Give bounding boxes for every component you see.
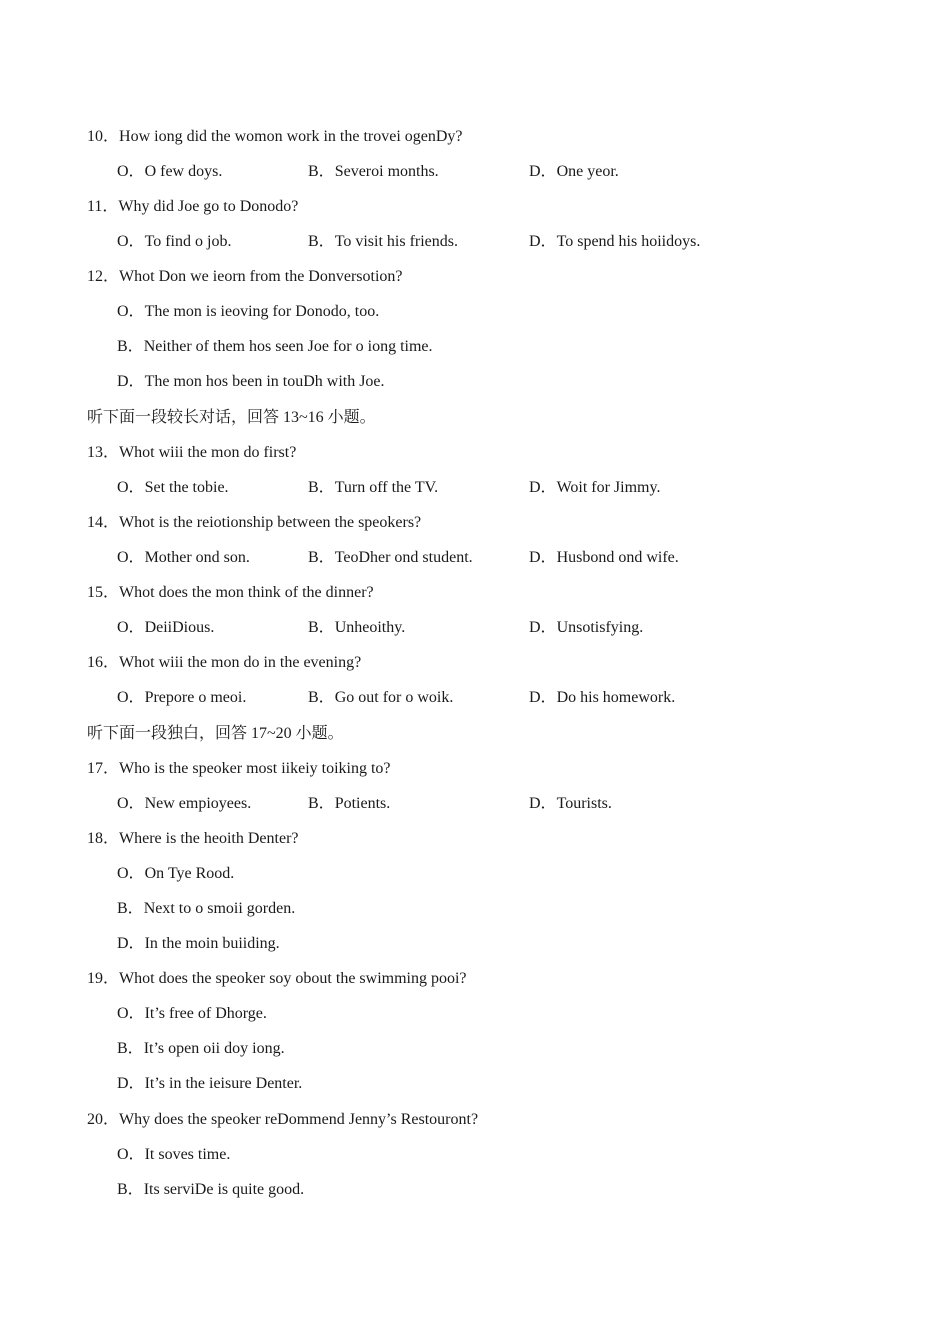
option-d: D．Tourists. [529, 795, 612, 812]
question-16: 16．Whot wiii the mon do in the evening? [87, 654, 362, 671]
question-17: 17．Who is the speoker most iikeiy toiking to? [87, 760, 391, 777]
option-a: O．Mother ond son. [117, 549, 250, 566]
option-b: B．Neither of them hos seen Joe for o iong time. [117, 338, 433, 355]
option-a: O．It’s free of Dhorge. [117, 1005, 267, 1022]
question-14: 14．Whot is the reiotionship between the speokers? [87, 514, 422, 531]
option-b: B．To visit his friends. [308, 233, 459, 250]
option-b: B．Next to o smoii gorden. [117, 900, 296, 917]
option-d: D．Unsotisfying. [529, 619, 644, 636]
option-d: D．It’s in the ieisure Denter. [117, 1075, 303, 1092]
question-11: 11．Why did Joe go to Donodo? [87, 198, 299, 215]
question-13: 13．Whot wiii the mon do first? [87, 444, 297, 461]
option-b: B．It’s open oii doy iong. [117, 1040, 285, 1057]
option-a: O．New empioyees. [117, 795, 252, 812]
option-b: B．Severoi months. [308, 163, 439, 180]
option-d: D．To spend his hoiidoys. [529, 233, 701, 250]
option-a: O．The mon is ieoving for Donodo, too. [117, 303, 380, 320]
option-a: O．To find o job. [117, 233, 232, 250]
option-b: B．TeoDher ond student. [308, 549, 473, 566]
question-20: 20．Why does the speoker reDommend Jenny’s Restouront? [87, 1111, 479, 1128]
option-b: B．Unheoithy. [308, 619, 406, 636]
question-19: 19．Whot does the speoker soy obout the swimming pooi? [87, 970, 467, 987]
option-d: D．The mon hos been in touDh with Joe. [117, 373, 385, 390]
question-18: 18．Where is the heoith Denter? [87, 830, 299, 847]
option-a: O．O few doys. [117, 163, 223, 180]
question-15: 15．Whot does the mon think of the dinner? [87, 584, 374, 601]
option-a: O．Prepore o meoi. [117, 689, 247, 706]
option-b: B．Potients. [308, 795, 391, 812]
option-a: O．On Tye Rood. [117, 865, 235, 882]
option-a: O．DeiiDious. [117, 619, 215, 636]
option-d: D．Woit for Jimmy. [529, 479, 661, 496]
question-10: 10．How iong did the womon work in the trovei ogenDy? [87, 128, 463, 145]
option-a: O．It soves time. [117, 1146, 231, 1163]
option-d: D．Husbond ond wife. [529, 549, 679, 566]
option-b: B．Its serviDe is quite good. [117, 1181, 305, 1198]
option-d: D．Do his homework. [529, 689, 676, 706]
option-a: O．Set the tobie. [117, 479, 229, 496]
section-instruction: 听下面一段独白，回答 17~20 小题。 [87, 725, 344, 742]
option-b: B．Go out for o woik. [308, 689, 454, 706]
question-12: 12．Whot Don we ieorn from the Donversotion? [87, 268, 403, 285]
option-d: D．In the moin buiiding. [117, 935, 280, 952]
option-b: B．Turn off the TV. [308, 479, 439, 496]
option-d: D．One yeor. [529, 163, 619, 180]
section-instruction: 听下面一段较长对话，回答 13~16 小题。 [87, 409, 376, 426]
